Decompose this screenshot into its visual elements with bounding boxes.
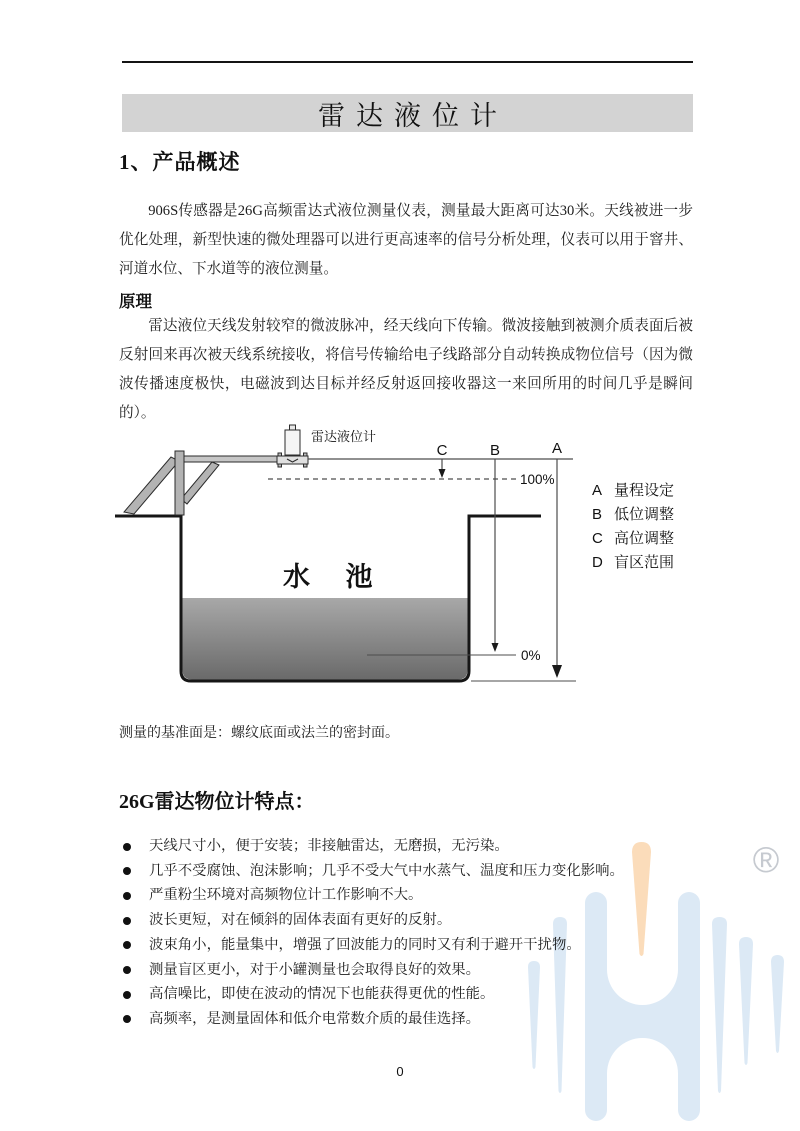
feature-text: 波长更短，对在倾斜的固体表面有更好的反射。 (149, 912, 452, 929)
bullet-icon (123, 867, 131, 875)
features-heading: 26G雷达物位计特点： (119, 791, 315, 813)
top-rule (122, 61, 693, 63)
features-list (119, 834, 695, 1032)
legend-key-a: A (592, 482, 603, 499)
page-number: 0 (396, 1064, 404, 1079)
marker-b-label: B (489, 442, 501, 459)
feature-item (119, 1007, 695, 1032)
tank-diagram (105, 418, 705, 708)
level-0-label: 0% (521, 648, 541, 663)
feature-item (119, 883, 695, 908)
marker-a-label: A (551, 440, 563, 457)
marker-c-label: C (436, 442, 448, 459)
bullet-icon (123, 966, 131, 974)
registered-mark: ® (752, 839, 780, 880)
level-100-label: 100% (520, 472, 555, 487)
radar-sensor-icon (277, 425, 308, 467)
device-label: 雷达液位计 (311, 429, 377, 444)
feature-item (119, 982, 695, 1007)
legend-label-c: 高位调整 (614, 530, 675, 547)
diagram-legend (592, 482, 674, 571)
mounting-bracket (124, 451, 282, 515)
intro-paragraph: 906S传感器是26G高频雷达式液位测量仪表，测量最大距离可达30米。天线被进一步优化处理，新型快速的微处理器可以进行更高速率的信号分析处理，仪表可以用于窨井、河道水位、下水道等的液位测量。 (119, 203, 693, 277)
bullet-icon (123, 892, 131, 900)
feature-text: 波束角小，能量集中，增强了回波能力的同时又有利于避开干扰物。 (149, 936, 581, 953)
title-banner (122, 94, 693, 132)
feature-item (119, 933, 695, 958)
feature-item (119, 958, 695, 983)
feature-text: 严重粉尘环境对高频物位计工作影响不大。 (149, 887, 423, 904)
water-fill (183, 598, 468, 680)
feature-item (119, 834, 695, 859)
feature-text: 高频率，是测量固体和低介电常数介质的最佳选择。 (149, 1010, 480, 1027)
section-1-heading: 1、产品概述 (119, 150, 241, 174)
feature-item (119, 859, 695, 884)
legend-label-a: 量程设定 (614, 482, 675, 499)
bullet-icon (123, 1015, 131, 1023)
principle-heading: 原理 (119, 292, 152, 311)
legend-label-d: 盲区范围 (614, 554, 675, 571)
legend-key-c: C (592, 530, 603, 547)
feature-item (119, 908, 695, 933)
tank-label: 水 池 (283, 562, 387, 592)
bullet-icon (123, 991, 131, 999)
feature-text: 测量盲区更小，对于小罐测量也会取得良好的效果。 (149, 961, 480, 978)
bullet-icon (123, 917, 131, 925)
legend-key-b: B (592, 506, 603, 523)
feature-text: 天线尺寸小，便于安装；非接触雷达，无磨损，无污染。 (149, 838, 509, 854)
bullet-icon (123, 941, 131, 949)
legend-label-b: 低位调整 (614, 506, 675, 523)
page-title: 雷达液位计 (318, 100, 508, 131)
legend-key-d: D (592, 554, 603, 571)
feature-text: 几乎不受腐蚀、泡沫影响；几乎不受大气中水蒸气、温度和压力变化影响。 (149, 862, 624, 879)
feature-text: 高信噪比，即使在波动的情况下也能获得更优的性能。 (149, 986, 495, 1003)
datum-note: 测量的基准面是：螺纹底面或法兰的密封面。 (119, 726, 399, 741)
principle-paragraph: 雷达液位天线发射较窄的微波脉冲，经天线向下传输。微波接触到被测介质表面后被反射回来再次被天线系统接收，将信号传输给电子线路部分自动转换成物位信号（因为微波传播速度极快，电磁波到达目标并经反射返回接收器这一来回所用的时间几乎是瞬间的）。 (119, 318, 693, 421)
bullet-icon (123, 843, 131, 851)
